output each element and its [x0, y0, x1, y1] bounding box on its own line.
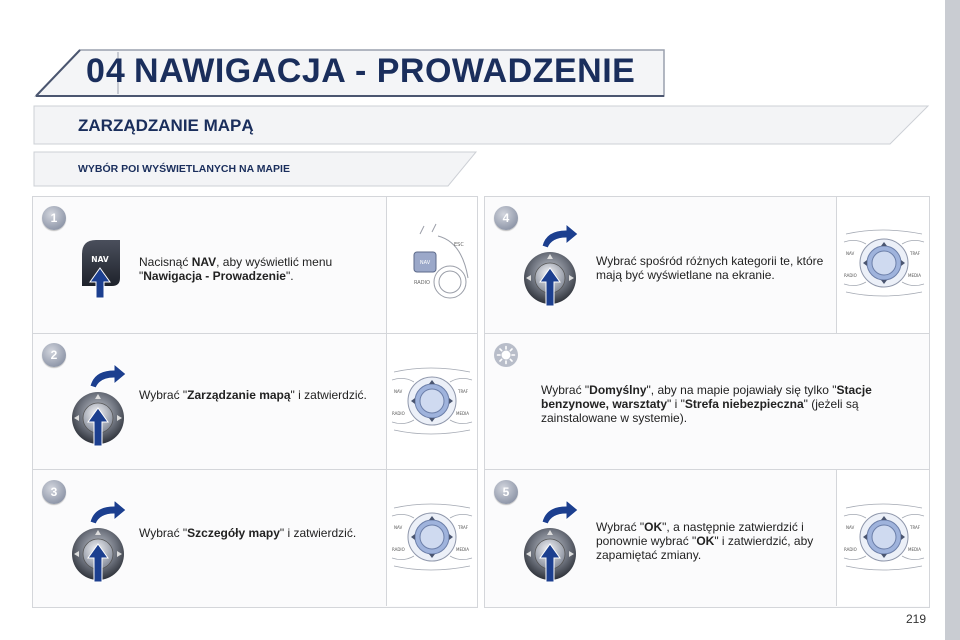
right-edge-bar — [945, 0, 960, 640]
panel5-media-label: MEDIA — [908, 547, 921, 552]
panel5-nav-label: NAV — [846, 525, 855, 530]
step-2-text — [139, 388, 369, 402]
dial-rotate-press-icon-5 — [522, 500, 582, 584]
control-panel-illustration-4 — [842, 228, 926, 298]
chapter-number: 04 — [86, 52, 126, 90]
step-5-t4: " i zatwierdzić, aby zapamiętać zmiany. — [596, 534, 814, 562]
dial-rotate-press-icon-2 — [70, 364, 130, 448]
dial-rotate-press-icon-3 — [70, 500, 130, 584]
step-badge-1: 1 — [42, 206, 66, 230]
step-5-t2: ", a następnie zatwierdzić i ponownie wybrać " — [596, 520, 804, 548]
chapter-title: NAWIGACJA - PROWADZENIE — [134, 52, 636, 90]
tip-b3: Stacje benzynowe, warsztaty — [541, 383, 872, 411]
right-divider-1 — [484, 333, 930, 334]
tip-b1: Domyślny — [589, 383, 647, 397]
panel3-media-label: MEDIA — [456, 547, 469, 552]
radio-esc-label: ESC — [454, 242, 464, 248]
step-2-t0: Wybrać " — [139, 388, 188, 402]
radio-panel-illustration — [392, 222, 472, 306]
step-badge-2: 2 — [42, 343, 66, 367]
panel2-radio-label: RADIO — [392, 411, 405, 416]
tip-t0: Wybrać " — [541, 383, 590, 397]
panel4-radio-label: RADIO — [844, 273, 857, 278]
control-panel-illustration-5 — [842, 502, 926, 572]
step-badge-5: 5 — [494, 480, 518, 504]
step-3-text — [139, 526, 369, 540]
panel3-nav-label: NAV — [394, 525, 403, 530]
section-title: WYBÓR POI WYŚWIETLANYCH NA MAPIE — [78, 163, 290, 175]
panel3-radio-label: RADIO — [392, 547, 405, 552]
control-panel-illustration-3 — [390, 502, 474, 572]
step-3-t0: Wybrać " — [139, 526, 188, 540]
radio-nav-label: NAV — [419, 260, 431, 266]
panel2-media-label: MEDIA — [456, 411, 469, 416]
panel4-media-label: MEDIA — [908, 273, 921, 278]
step-5-b3: OK — [696, 534, 715, 548]
step-1-t4: ". — [285, 269, 294, 283]
page-number: 219 — [906, 612, 927, 626]
step-badge-3: 3 — [42, 480, 66, 504]
step-badge-4: 4 — [494, 206, 518, 230]
panel5-radio-label: RADIO — [844, 547, 857, 552]
step-2-t2: " i zatwierdzić. — [290, 388, 367, 402]
control-panel-illustration-2 — [390, 366, 474, 436]
step-1-t2: , aby wyświetlić menu " — [139, 255, 333, 283]
step-4-text: Wybrać spośród różnych kategorii te, które mają być wyświetlane na ekranie. — [596, 254, 824, 282]
panel4-nav-label: NAV — [846, 251, 855, 256]
nav-key-press-icon — [74, 234, 126, 300]
panel2-nav-label: NAV — [394, 389, 403, 394]
step-1-b1: NAV — [191, 255, 217, 269]
panel3-traf-label: TRAF — [458, 525, 469, 530]
lightbulb-icon — [494, 343, 518, 367]
step-2-b1: Zarządzanie mapą — [187, 388, 291, 402]
tip-t6: " (jeżeli są zainstalowane w systemie). — [541, 397, 859, 425]
step-3-b1: Szczegóły mapy — [187, 526, 280, 540]
tip-t2: ", aby na mapie pojawiały się tylko " — [646, 383, 837, 397]
step-1-text — [139, 255, 369, 283]
step-1-t0: Nacisnąć — [139, 255, 192, 269]
step-3-t2: " i zatwierdzić. — [279, 526, 357, 540]
step-5-text — [596, 520, 828, 562]
radio-radio-label: RADIO — [414, 280, 430, 286]
nav-key-label: NAV — [91, 255, 109, 264]
dial-rotate-press-icon-4 — [522, 224, 582, 308]
tip-b5: Strefa niebezpieczna — [684, 397, 804, 411]
panel2-traf-label: TRAF — [458, 389, 469, 394]
step-5-b1: OK — [644, 520, 663, 534]
step-1-b3: Nawigacja - Prowadzenie — [143, 269, 286, 283]
panel4-traf-label: TRAF — [910, 251, 921, 256]
subheader-title: ZARZĄDZANIE MAPĄ — [78, 116, 254, 135]
tip-text — [541, 383, 909, 425]
step-5-t0: Wybrać " — [596, 520, 645, 534]
panel5-traf-label: TRAF — [910, 525, 921, 530]
tip-t4: " i " — [667, 397, 685, 411]
